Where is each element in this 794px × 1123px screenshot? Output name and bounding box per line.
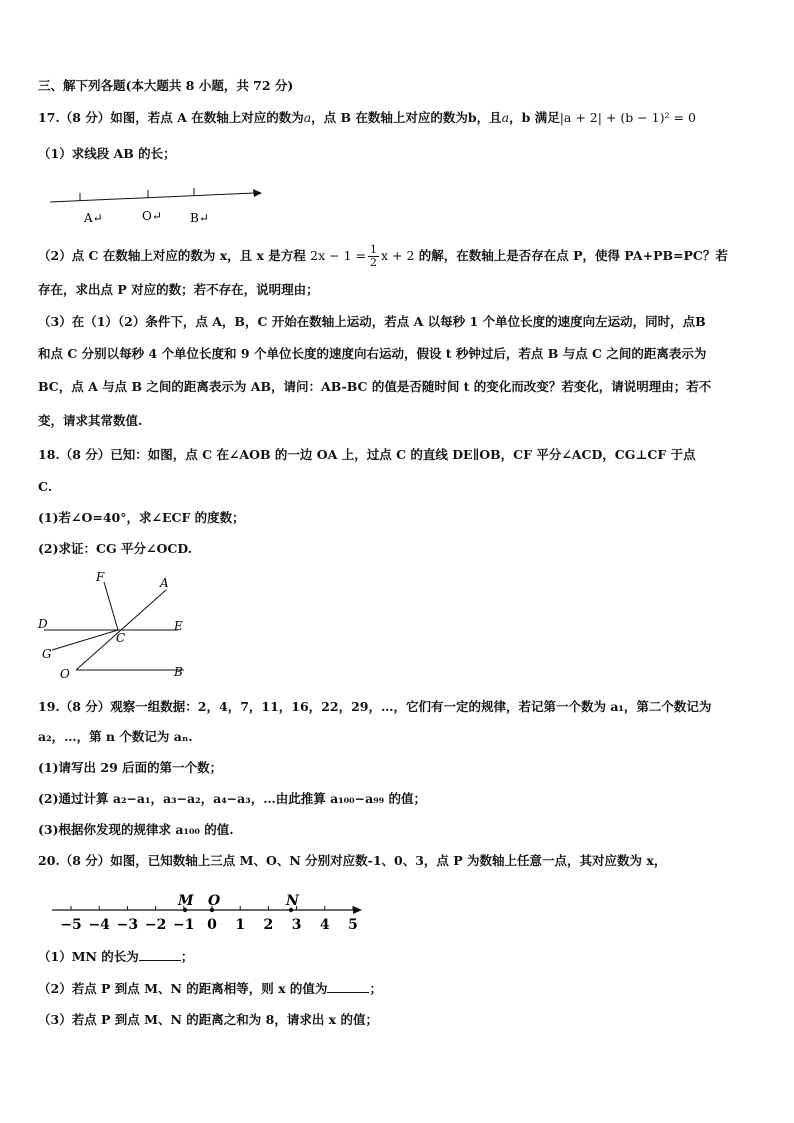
q18-line1: 18.（8 分）已知：如图，点 C 在∠AOB 的一边 OA 上，过点 C 的直线 DE∥OB，CF 平分∠ACD，CG⊥CF 于点 xyxy=(38,447,696,462)
q20-tick-label: −5 xyxy=(60,917,82,933)
q17-part2-a: （2）点 C 在数轴上对应的数为 x，且 x 是方程 xyxy=(38,248,306,263)
q20-tick-label: 5 xyxy=(348,917,358,933)
q19-part3: (3)根据你发现的规律求 a₁₀₀ 的值. xyxy=(38,822,234,837)
q17-part3-line3: BC，点 A 与点 B 之间的距离表示为 AB，请问：AB-BC 的值是否随时间 t 的变化而改变？若变化，请说明理由；若不 xyxy=(38,379,712,394)
q17-eq-right: x + 2 xyxy=(381,248,415,263)
q18-label-e: E xyxy=(174,619,183,633)
q20-label-m: M xyxy=(178,893,194,909)
q17-part3-line4: 变，请求其常数值. xyxy=(38,413,143,428)
q20-tick-label: −1 xyxy=(173,917,195,933)
q18-label-g: G xyxy=(42,647,52,661)
q18-ray-cf xyxy=(104,582,118,630)
q18-label-o: O xyxy=(60,667,70,681)
q20-part1-end: ； xyxy=(180,949,194,964)
q19-line2: a₂，…，第 n 个数记为 aₙ. xyxy=(38,729,193,744)
q18-label-f: F xyxy=(96,570,105,584)
q17-part2-line2: 存在，求出点 P 对应的数；若不存在，说明理由； xyxy=(38,282,319,297)
q18-part2: (2)求证：CG 平分∠OCD. xyxy=(38,541,193,556)
q20-part3: （3）若点 P 到点 M、N 的距离之和为 8，请求出 x 的值； xyxy=(38,1012,378,1027)
q17-eq-left: 2x − 1 = xyxy=(310,248,366,263)
q18-label-c: C xyxy=(116,631,126,645)
section-header: 三、解下列各题(本大题共 8 小题，共 72 分) xyxy=(38,78,294,93)
q20-tick-label: 2 xyxy=(263,917,274,933)
q18-label-b: B xyxy=(174,665,183,679)
q20-tick-label: 4 xyxy=(319,917,330,933)
q18-part1: (1)若∠O=40°，求∠ECF 的度数； xyxy=(38,510,245,525)
q17-part2-line1 xyxy=(38,244,728,269)
q18-ray-cg xyxy=(52,630,118,650)
q17-number-line xyxy=(44,184,274,228)
q20-tick-label: −2 xyxy=(144,917,167,933)
q19-part1: (1)请写出 29 后面的第一个数； xyxy=(38,760,223,775)
q17-part1: （1）求线段 AB 的长； xyxy=(38,146,176,161)
q20-part2-blank[interactable] xyxy=(327,980,369,993)
q20-part1 xyxy=(38,948,193,965)
q17-intro-a: 17.（8 分）如图，若点 A 在数轴上对应的数为 xyxy=(38,110,304,125)
q20-part2-label: （2）若点 P 到点 M、N 的距离相等，则 x 的值为 xyxy=(38,981,328,996)
q20-tick-label: 1 xyxy=(235,917,246,933)
q17-axis-line xyxy=(50,193,254,202)
q17-fraction xyxy=(368,244,379,269)
q20-number-line xyxy=(44,886,374,936)
q20-part1-blank[interactable] xyxy=(139,948,181,961)
q17-axis-arrow xyxy=(253,189,262,197)
q17-frac-num: 1 xyxy=(370,243,377,256)
q17-part3-line2: 和点 C 分别以每秒 4 个单位长度和 9 个单位长度的速度向右运动，假设 t 秒钟过后，若点 B 与点 C 之间的距离表示为 xyxy=(38,346,707,361)
q20-tick-label: 3 xyxy=(291,917,302,933)
q17-label-b: B↵ xyxy=(190,211,209,225)
q18-label-a: A xyxy=(160,576,169,590)
q20-axis-arrow xyxy=(353,906,362,914)
q17-intro xyxy=(38,110,696,126)
q20-tick-label: 0 xyxy=(207,917,217,933)
q17-intro-b: ，点 B 在数轴上对应的数为b，且 xyxy=(311,110,502,125)
q17-condition: |a + 2| + (b − 1)² = 0 xyxy=(559,110,696,125)
q17-var-a2: a xyxy=(501,110,510,125)
q20-label-n: N xyxy=(286,893,299,909)
q17-label-a: A↵ xyxy=(84,211,103,225)
q19-line1: 19.（8 分）观察一组数据：2，4，7，11，16，22，29，…，它们有一定的规律，若记第一个数为 a₁，第二个数记为 xyxy=(38,699,712,714)
q17-label-o: O↵ xyxy=(142,209,162,223)
q18-figure xyxy=(34,568,194,684)
q17-part3-line1: （3）在（1）（2）条件下，点 A，B，C 开始在数轴上运动，若点 A 以每秒 1 个单位长度的速度向左运动，同时，点B xyxy=(38,314,706,329)
q18-line2: C. xyxy=(38,479,53,494)
q17-intro-c: ，b 满足 xyxy=(509,110,560,125)
q20-line1: 20.（8 分）如图，已知数轴上三点 M、O、N 分别对应数-1、0、3，点 P 为数轴上任意一点，其对应数为 x， xyxy=(38,853,667,868)
q17-part2-b: 的解，在数轴上是否存在点 P，使得 PA+PB=PC？若 xyxy=(418,248,728,263)
q20-part1-label: （1）MN 的长为 xyxy=(38,949,139,964)
q20-tick-label: −4 xyxy=(88,917,110,933)
q17-frac-den: 2 xyxy=(370,256,377,269)
q20-label-o: O xyxy=(208,893,221,909)
q20-part2-end: ； xyxy=(369,981,382,996)
q20-part2 xyxy=(38,980,382,997)
q19-part2: (2)通过计算 a₂−a₁，a₃−a₂，a₄−a₃，…由此推算 a₁₀₀−a₉₉ 的值； xyxy=(38,791,426,806)
q18-label-d: D xyxy=(38,617,48,631)
q17-var-a: a xyxy=(303,110,312,125)
q20-tick-label: −3 xyxy=(116,917,139,933)
